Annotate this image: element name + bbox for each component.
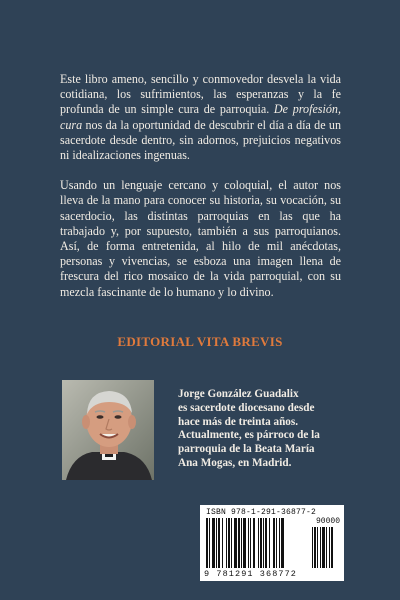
- bio-line: Ana Mogas, en Madrid.: [178, 456, 292, 469]
- bio-line: Actualmente, es párroco de la: [178, 429, 320, 442]
- book-title-italic: De profesión, cura: [60, 102, 341, 132]
- isbn-label: ISBN 978-1-291-36877-2: [206, 508, 317, 517]
- bio-line: es sacerdote diocesano desde: [178, 401, 315, 414]
- author-photo: [62, 380, 154, 480]
- publisher-name: EDITORIAL VITA BREVIS: [117, 334, 283, 349]
- bio-line: parroquia de la Beata María: [178, 443, 315, 456]
- author-bio: [178, 388, 343, 471]
- isbn-barcode: [200, 505, 344, 581]
- price-code: 90000: [315, 517, 340, 526]
- barcode-number: 9 781291 368772: [204, 569, 298, 579]
- author-portrait-image: [62, 380, 154, 480]
- back-cover-blurb: [60, 72, 341, 315]
- blurb-text: Este libro ameno, sencillo y conmovedor desvela la vida cotidiana, los sufrimientos, las esperanzas y la fe profunda de un simple cura de parroquia.: [60, 72, 341, 117]
- blurb-paragraph-1: [60, 72, 341, 163]
- bio-line: hace más de treinta años.: [178, 415, 299, 428]
- blurb-text: nos da la oportunidad de descubrir el día a día de un sacerdote desde dentro, sin adornos, prejuicios negativos ni idealizaciones ingenuas.: [60, 117, 341, 163]
- author-name: Jorge González Guadalix: [178, 388, 299, 400]
- blurb-paragraph-2: Usando un lenguaje cercano y coloquial, el autor nos lleva de la mano para conocer su historia, su vocación, su sacerdocio, las distintas parroquias en las que ha trabajado y, por supuesto, también a sus parroquianos. Así, de forma entretenida, al hilo de mil anécdotas, personas y vivencias, se esboza una imagen llena de frescura del rico mosaico de la vida parroquial, con su mezcla fascinante de lo humano y lo divino.: [60, 178, 341, 299]
